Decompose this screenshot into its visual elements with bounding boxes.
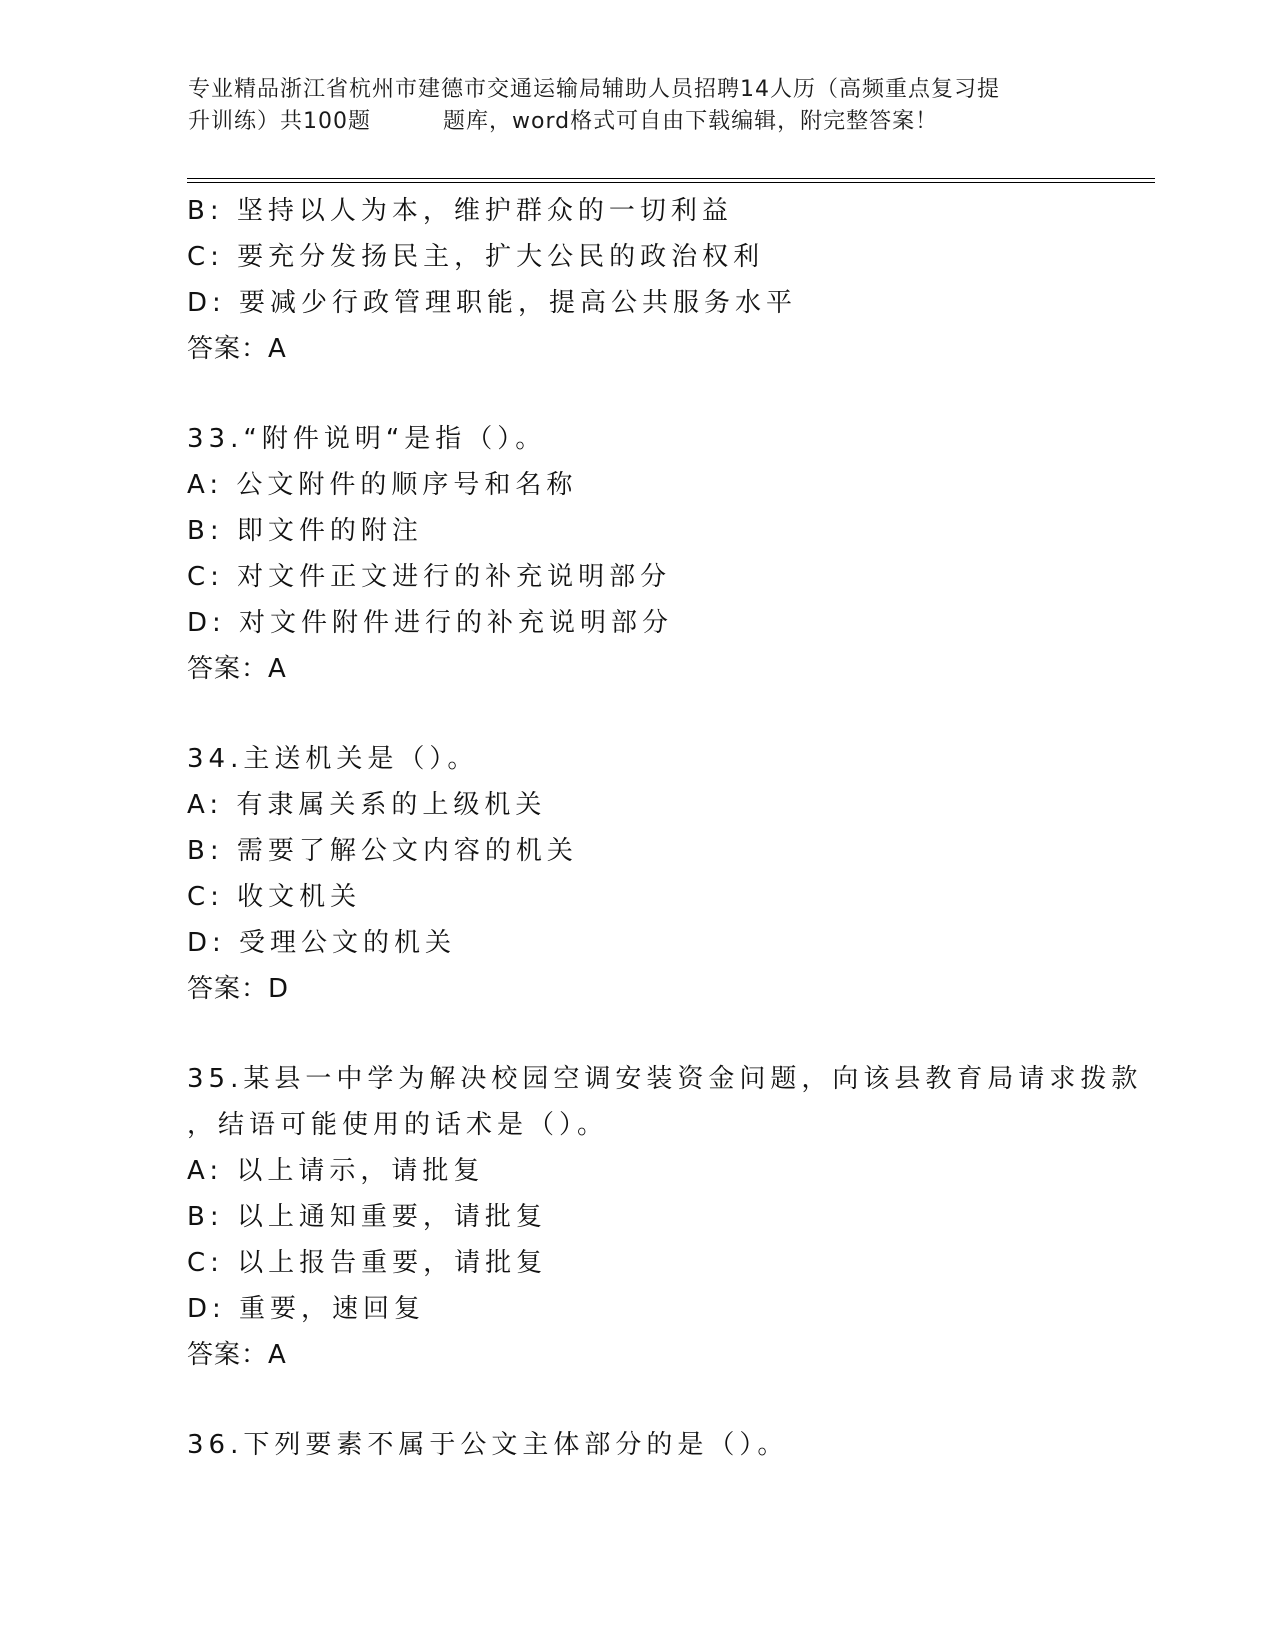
option-a: A: 有隶属关系的上级机关 xyxy=(187,790,547,820)
page-header xyxy=(188,74,1088,138)
option-b: B: 需要了解公文内容的机关 xyxy=(187,836,578,866)
option-d: D: 重要，速回复 xyxy=(187,1294,426,1324)
option-c: C: 以上报告重要，请批复 xyxy=(187,1248,548,1278)
header-title-line2-right: 题库，word格式可自由下载编辑，附完整答案！ xyxy=(443,109,939,134)
header-title-line2 xyxy=(188,106,1088,138)
option-c: C: 要充分发扬民主，扩大公民的政治权利 xyxy=(187,242,765,272)
question-block-36 xyxy=(187,1422,1147,1468)
question-text: 35.某县一中学为解决校园空调安装资金问题，向该县教育局请求拨款 xyxy=(187,1064,1143,1094)
question-text: 36.下列要素不属于公文主体部分的是（）。 xyxy=(187,1430,789,1460)
question-block-35 xyxy=(187,1056,1147,1378)
question-block-32 xyxy=(187,188,1147,372)
answer-line: 答案：D xyxy=(187,974,290,1004)
header-title-line2-left: 升训练）共100题 xyxy=(188,109,371,134)
answer-line: 答案：A xyxy=(187,334,287,364)
option-b: B: 即文件的附注 xyxy=(187,516,423,546)
document-body xyxy=(187,188,1147,1468)
option-a: A: 以上请示，请批复 xyxy=(187,1156,485,1186)
question-block-33 xyxy=(187,416,1147,692)
option-d: D: 对文件附件进行的补充说明部分 xyxy=(187,608,674,638)
option-c: C: 收文机关 xyxy=(187,882,362,912)
option-b: B: 坚持以人为本，维护群众的一切利益 xyxy=(187,196,733,226)
answer-line: 答案：A xyxy=(187,654,287,684)
question-block-34 xyxy=(187,736,1147,1012)
option-d: D: 受理公文的机关 xyxy=(187,928,457,958)
header-title-line1: 专业精品浙江省杭州市建德市交通运输局辅助人员招聘14人历（高频重点复习提 xyxy=(188,77,1000,102)
option-b: B: 以上通知重要，请批复 xyxy=(187,1202,547,1232)
question-text: 33.“附件说明“是指（）。 xyxy=(187,424,547,454)
answer-line: 答案：A xyxy=(187,1340,287,1370)
question-text: 34.主送机关是（）。 xyxy=(187,744,479,774)
header-double-rule xyxy=(187,178,1155,183)
question-text-continued: ，结语可能使用的话术是（）。 xyxy=(187,1110,609,1140)
option-d: D: 要减少行政管理职能，提高公共服务水平 xyxy=(187,288,798,318)
option-a: A: 公文附件的顺序号和名称 xyxy=(187,470,578,500)
option-c: C: 对文件正文进行的补充说明部分 xyxy=(187,562,672,592)
